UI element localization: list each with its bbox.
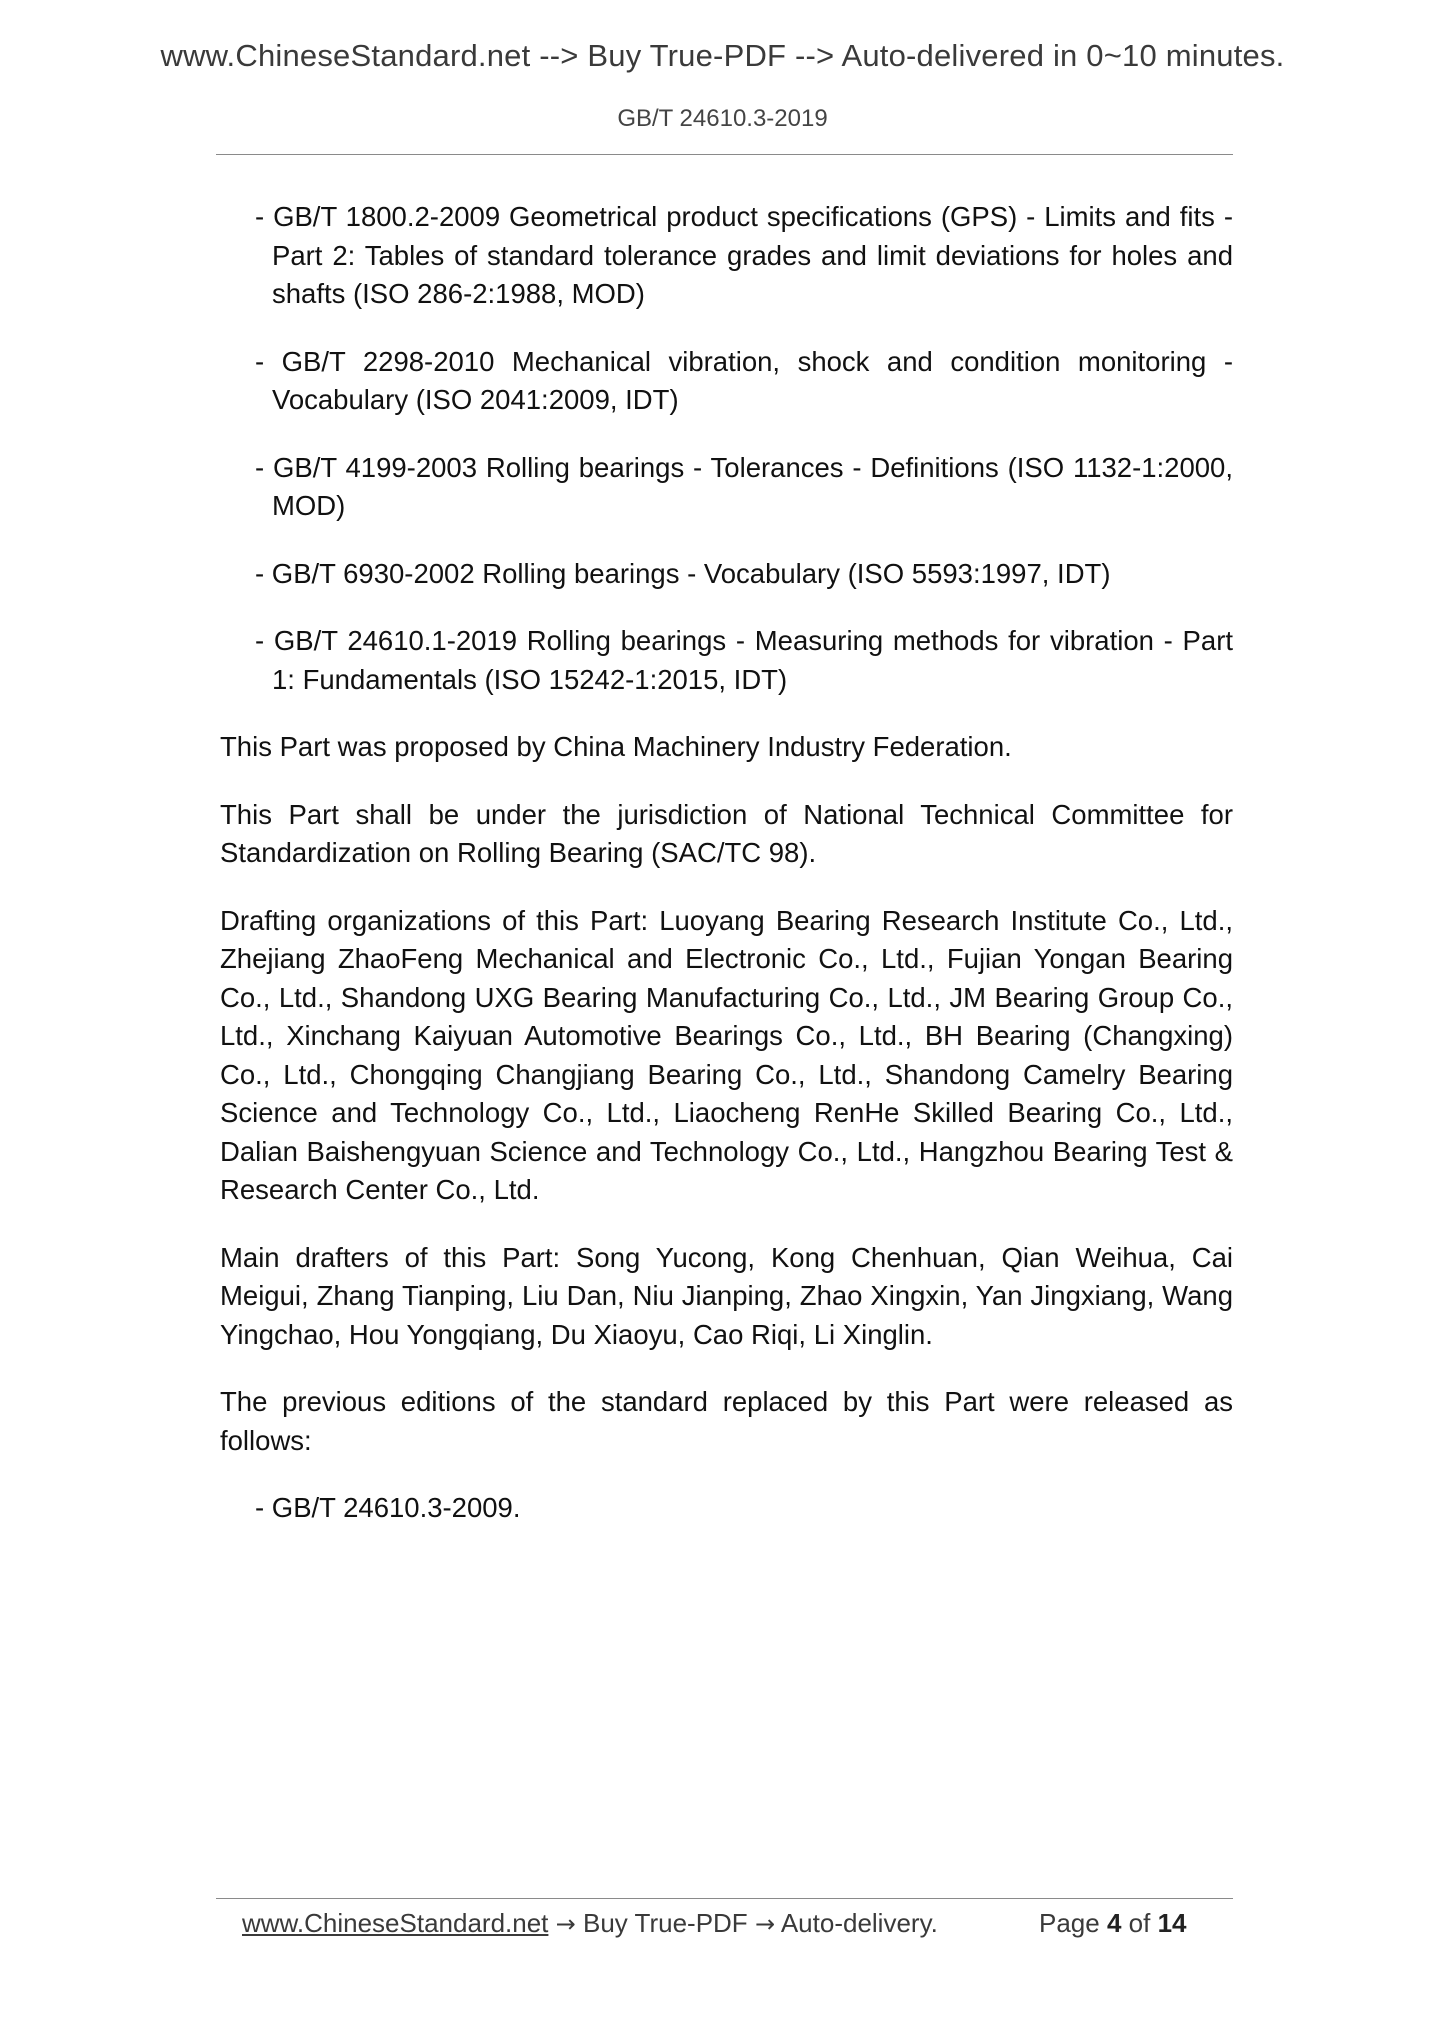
reference-item: - GB/T 1800.2-2009 Geometrical product specifications (GPS) - Limits and fits - Part 2: Tables of standard tolerance grades and limit deviations for holes and shafts (ISO 286-2:1988, MOD) xyxy=(255,201,1233,309)
reference-item: - GB/T 6930-2002 Rolling bearings - Vocabulary (ISO 5593:1997, IDT) xyxy=(255,557,1111,589)
arrow-right-icon: → xyxy=(555,1910,576,1938)
footer-promo xyxy=(242,1908,938,1939)
total-pages: 14 xyxy=(1157,1908,1187,1938)
document-body xyxy=(220,198,1233,1557)
current-page: 4 xyxy=(1106,1908,1122,1938)
page-number xyxy=(1039,1908,1187,1939)
footer-delivery-text: Auto-delivery. xyxy=(780,1908,938,1938)
page-label: Page xyxy=(1039,1908,1100,1938)
drafting-organizations-paragraph: Drafting organizations of this Part: Luoyang Bearing Research Institute Co., Ltd., Zhejiang ZhaoFeng Mechanical and Electronic Co., Ltd., Fujian Yongan Bearing Co., Ltd., Shandong UXG Bearing Manufacturing Co., Ltd., JM Bearing Group Co., Ltd., Xinchang Kaiyuan Automotive Bearings Co., Ltd., BH Bearing (Changxing) Co., Ltd., Chongqing Changjiang Bearing Co., Ltd., Shandong Camelry Bearing Science and Technology Co., Ltd., Liaocheng RenHe Skilled Bearing Co., Ltd., Dalian Baishengyuan Science and Technology Co., Ltd., Hangzhou Bearing Test & Research Center Co., Ltd. xyxy=(220,904,1233,1205)
reference-item: - GB/T 24610.1-2019 Rolling bearings - Measuring methods for vibration - Part 1: Fundamentals (ISO 15242-1:2015, IDT) xyxy=(255,625,1233,695)
top-banner: www.ChineseStandard.net --> Buy True-PDF --> Auto-delivered in 0~10 minutes. xyxy=(160,38,1285,73)
previous-editions-paragraph: The previous editions of the standard replaced by this Part were released as follows: xyxy=(220,1386,1233,1456)
reference-item: - GB/T 4199-2003 Rolling bearings - Tolerances - Definitions (ISO 1132-1:2000, MOD) xyxy=(255,451,1233,521)
jurisdiction-paragraph: This Part shall be under the jurisdiction of National Technical Committee for Standardization on Rolling Bearing (SAC/TC 98). xyxy=(220,798,1233,868)
footer-divider xyxy=(216,1898,1233,1899)
main-drafters-paragraph: Main drafters of this Part: Song Yucong, Kong Chenhuan, Qian Weihua, Cai Meigui, Zhang Tianping, Liu Dan, Niu Jianping, Zhao Xingxin, Yan Jingxiang, Wang Yingchao, Hou Yongqiang, Du Xiaoyu, Cao Riqi, Li Xinglin. xyxy=(220,1241,1233,1350)
previous-edition-item: - GB/T 24610.3-2009. xyxy=(255,1492,521,1523)
footer-buy-text: Buy True-PDF xyxy=(582,1908,748,1938)
of-label: of xyxy=(1128,1908,1151,1938)
reference-item: - GB/T 2298-2010 Mechanical vibration, shock and condition monitoring - Vocabulary (ISO 2041:2009, IDT) xyxy=(255,345,1233,415)
header-standard-code: GB/T 24610.3-2019 xyxy=(617,105,828,132)
footer-site-link[interactable]: www.ChineseStandard.net xyxy=(242,1908,549,1938)
header-divider xyxy=(216,154,1233,155)
proposed-paragraph: This Part was proposed by China Machinery Industry Federation. xyxy=(220,731,1012,762)
arrow-right-icon: → xyxy=(754,1910,776,1938)
